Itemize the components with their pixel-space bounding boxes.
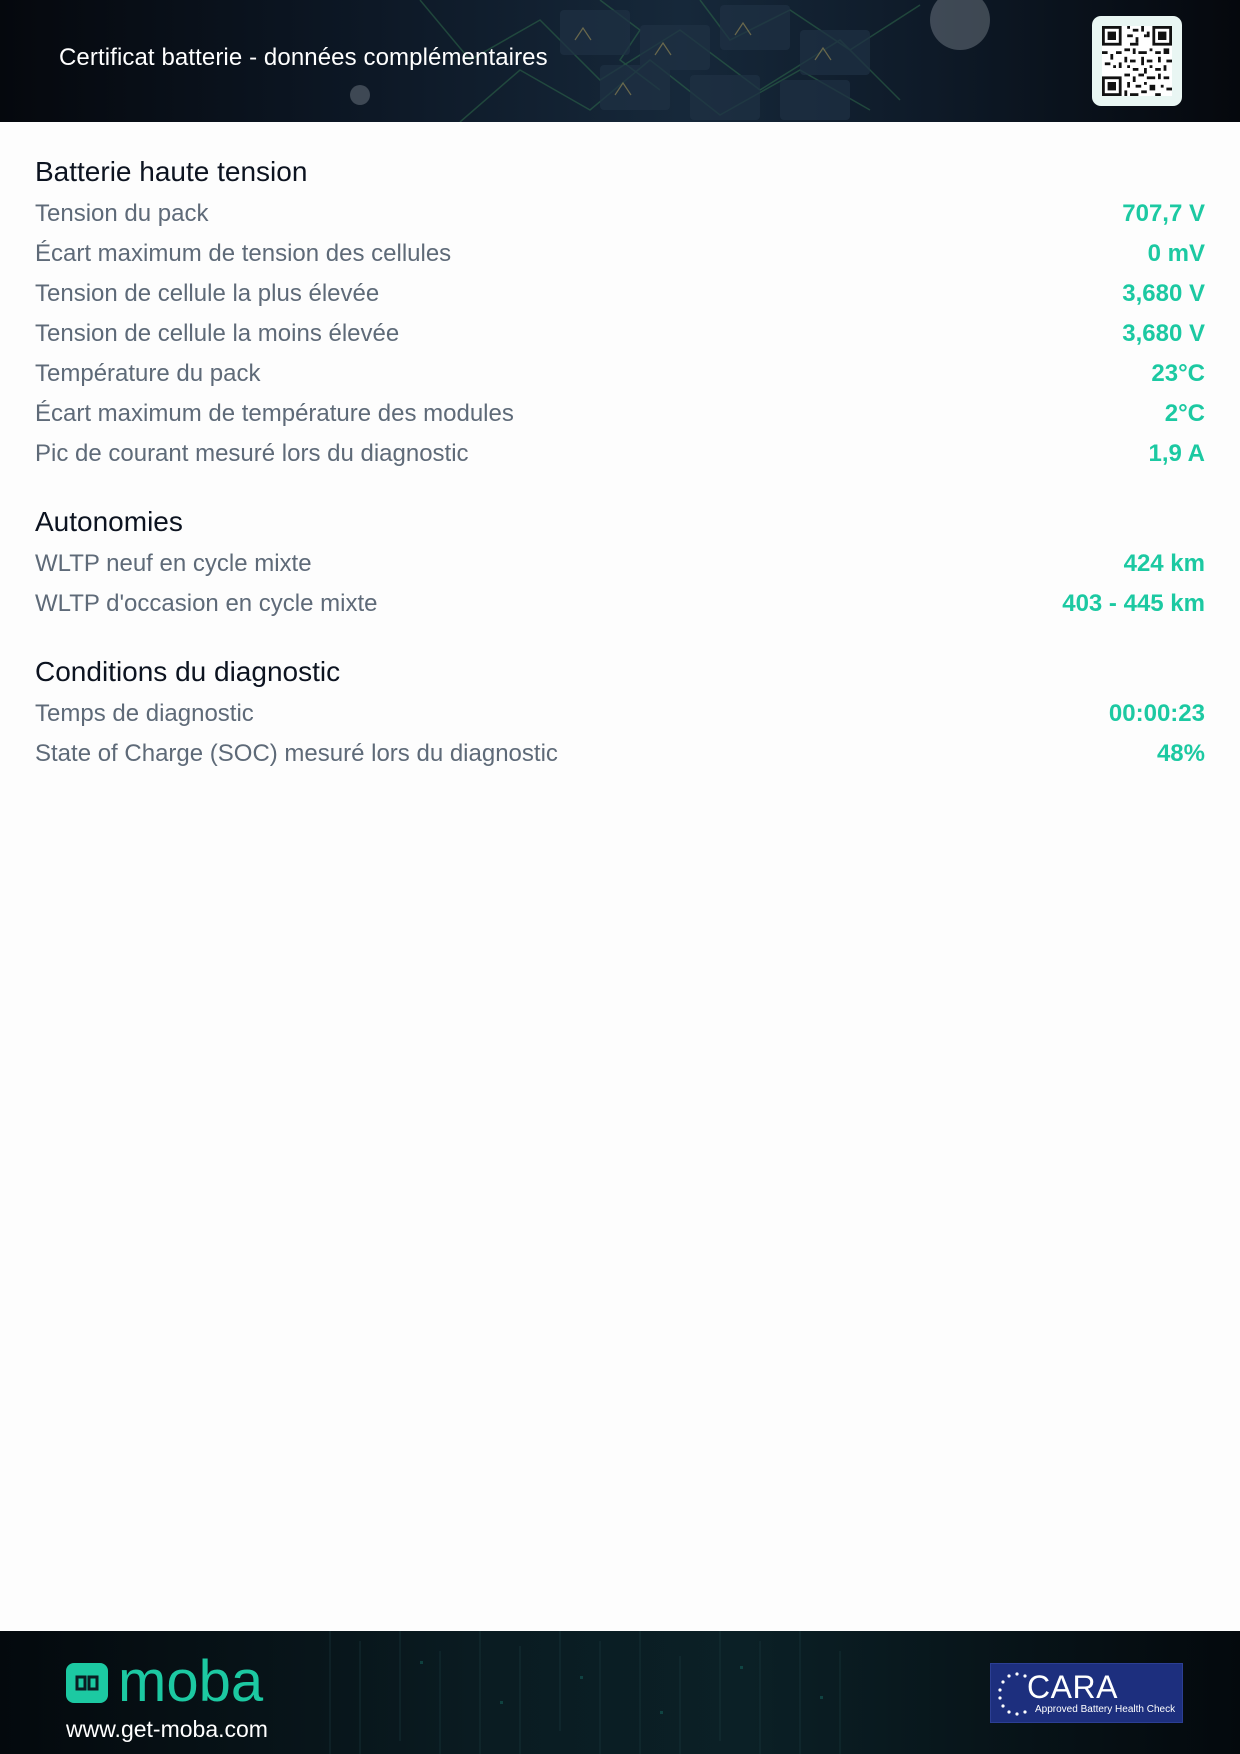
row-value: 0 mV	[1147, 240, 1205, 267]
row-label: Tension de cellule la plus élevée	[35, 280, 380, 307]
data-row	[35, 434, 1205, 474]
row-label: WLTP d'occasion en cycle mixte	[35, 590, 378, 617]
website-link[interactable]: www.get-moba.com	[66, 1716, 268, 1742]
section-diagnostic-conditions	[35, 650, 1205, 774]
section-battery	[35, 150, 1205, 474]
qr-code-icon	[1102, 26, 1172, 96]
section-title: Autonomies	[35, 506, 183, 537]
row-label: Tension de cellule la moins élevée	[35, 320, 400, 347]
row-value: 403 - 445 km	[1062, 590, 1205, 617]
data-row	[35, 544, 1205, 584]
row-value: 3,680 V	[1122, 280, 1205, 307]
data-row	[35, 354, 1205, 394]
data-content	[35, 150, 1205, 774]
data-row	[35, 584, 1205, 624]
data-row	[35, 234, 1205, 274]
moba-logo-icon	[66, 1653, 306, 1711]
page-title: Certificat batterie - données complémentaires	[59, 44, 548, 71]
data-row	[35, 394, 1205, 434]
row-value: 3,680 V	[1122, 320, 1205, 347]
row-value: 2°C	[1164, 400, 1205, 427]
row-label: Pic de courant mesuré lors du diagnostic	[35, 440, 469, 467]
row-value: 48%	[1156, 740, 1205, 767]
cara-subtitle: Approved Battery Health Check	[1035, 1704, 1176, 1715]
qr-code[interactable]	[1092, 16, 1182, 106]
row-value: 23°C	[1151, 360, 1205, 387]
cara-name: CARA	[1027, 1669, 1118, 1705]
row-label: Écart maximum de tension des cellules	[35, 240, 452, 267]
section-title: Batterie haute tension	[35, 156, 308, 187]
row-value: 1,9 A	[1148, 440, 1205, 467]
moba-wordmark: moba	[118, 1653, 264, 1711]
row-label: Température du pack	[35, 360, 261, 387]
section-title: Conditions du diagnostic	[35, 656, 341, 687]
header-banner	[0, 0, 1240, 122]
data-row	[35, 694, 1205, 734]
row-value: 424 km	[1123, 550, 1205, 577]
row-value: 00:00:23	[1108, 700, 1205, 727]
cara-badge	[990, 1663, 1183, 1723]
data-row	[35, 194, 1205, 234]
row-label: Tension du pack	[35, 200, 209, 227]
row-label: WLTP neuf en cycle mixte	[35, 550, 312, 577]
data-row	[35, 274, 1205, 314]
data-row	[35, 734, 1205, 774]
row-value: 707,7 V	[1122, 200, 1205, 227]
footer	[0, 1631, 1240, 1754]
data-row	[35, 314, 1205, 354]
row-label: Temps de diagnostic	[35, 700, 254, 727]
row-label: Écart maximum de température des modules	[35, 400, 514, 427]
section-ranges	[35, 500, 1205, 624]
row-label: State of Charge (SOC) mesuré lors du diagnostic	[35, 740, 558, 767]
